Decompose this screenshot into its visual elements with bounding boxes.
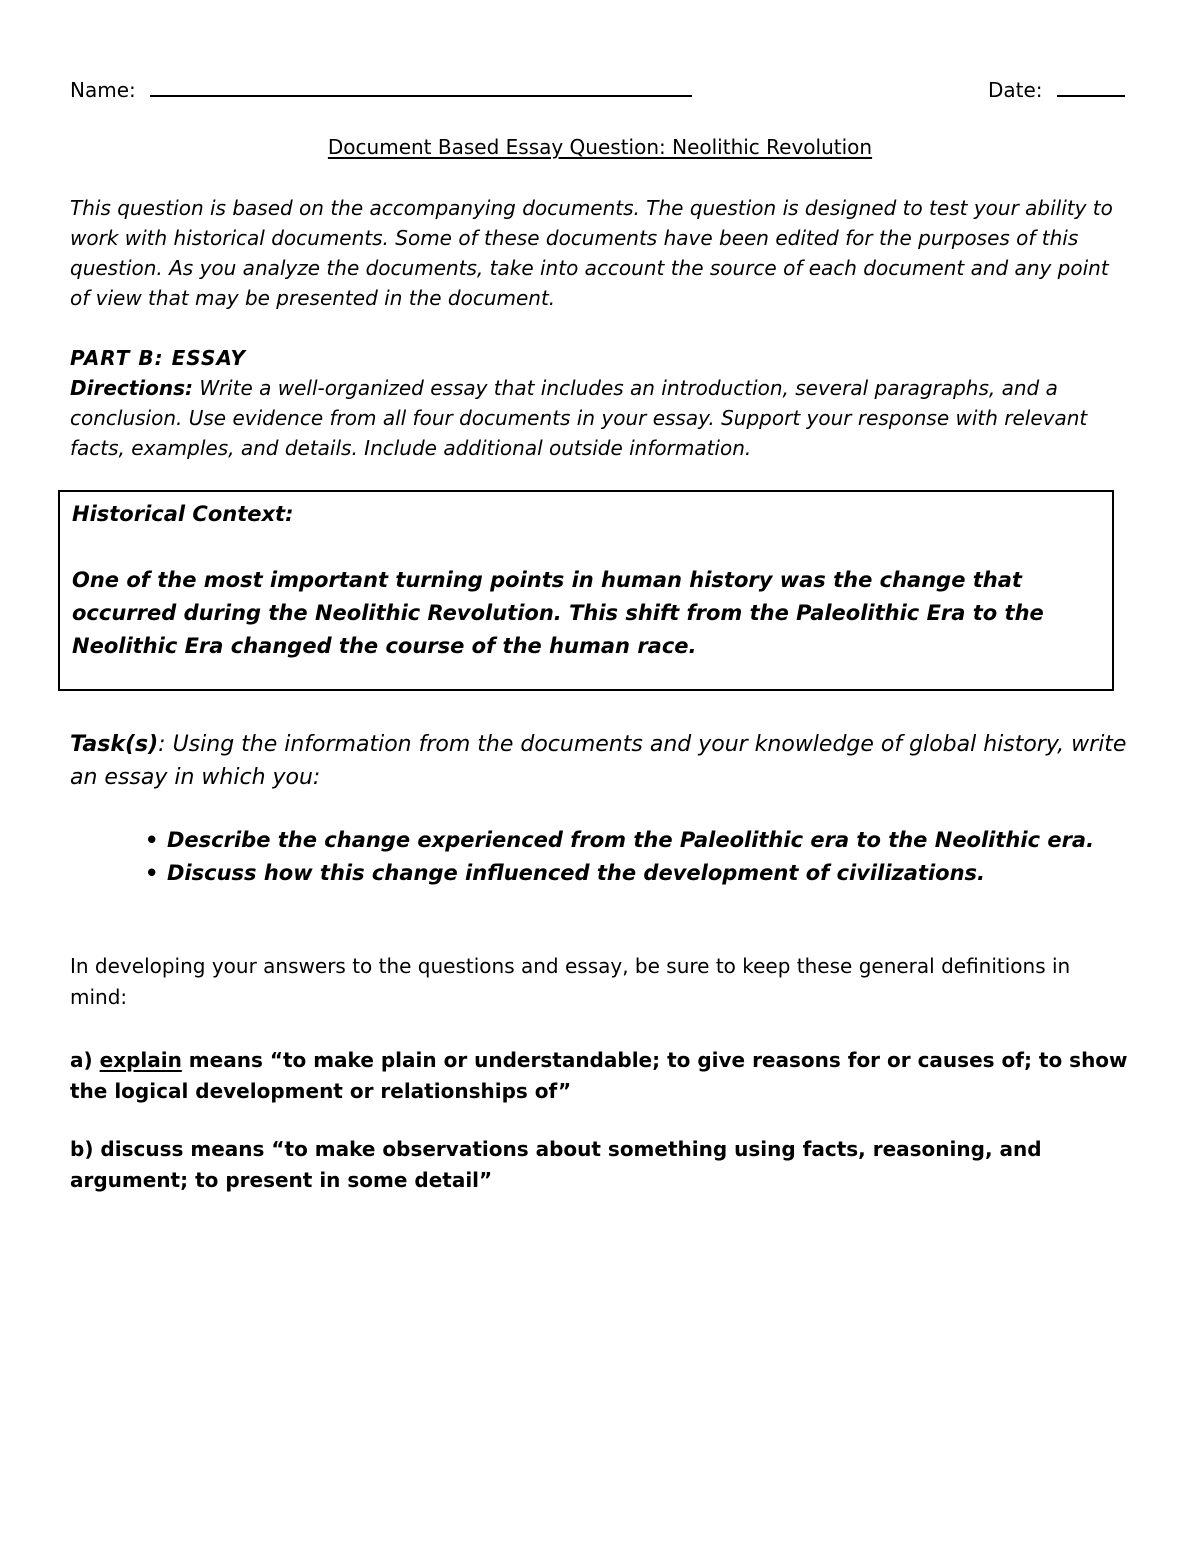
- title-text: Document Based Essay Question: Neolithic Revolution: [327, 135, 873, 159]
- directions-paragraph: [70, 373, 1130, 463]
- task-bullet-text: Describe the change experienced from the Paleolithic era to the Neolithic era.: [167, 828, 1095, 852]
- task-text: : Using the information from the documents and your knowledge of global history, write an essay in which you:: [70, 732, 1127, 790]
- definition-text: means “to make plain or understandable; to give reasons for or causes of; to show the logical development or relationships of”: [70, 1048, 1128, 1103]
- task-paragraph: [70, 728, 1130, 794]
- name-blank-line[interactable]: [150, 75, 692, 97]
- part-b-heading: PART B: ESSAY: [70, 346, 247, 370]
- definition-explain: [70, 1045, 1130, 1107]
- intro-paragraph: This question is based on the accompanying documents. The question is designed to test your ability to work with historical documents. Some of these documents have been edited for the purposes of this question. As you analyze the documents, take into account the source of each document and any point of view that may be presented in the document.: [70, 196, 1113, 310]
- directions-label: Directions:: [70, 376, 194, 400]
- name-row: [70, 75, 692, 102]
- definitions-intro: In developing your answers to the questions and essay, be sure to keep these general definitions in mind:: [70, 954, 1071, 1009]
- task-bullet-item: [145, 857, 1145, 890]
- definition-term: explain: [99, 1048, 182, 1072]
- task-bullet-list: [145, 824, 1145, 890]
- task-bullet-item: [145, 824, 1145, 857]
- part-b-section: [70, 343, 1130, 463]
- definition-prefix: a): [70, 1048, 100, 1072]
- date-row: [988, 75, 1125, 102]
- bullet-icon: •: [145, 828, 159, 852]
- document-title: [0, 134, 1200, 160]
- definition-term: discuss: [100, 1137, 184, 1161]
- context-body: One of the most important turning points in human history was the change that occurred during the Neolithic Revolution. This shift from the Paleolithic Era to the Neolithic Era changed the course of the human race.: [72, 568, 1044, 658]
- definition-discuss: [70, 1134, 1130, 1196]
- task-bullet-text: Discuss how this change influenced the development of civilizations.: [167, 861, 986, 885]
- date-blank-line[interactable]: [1057, 75, 1125, 97]
- task-label: Task(s): [70, 732, 159, 757]
- name-label: Name:: [70, 78, 136, 102]
- historical-context-box: [58, 490, 1114, 691]
- definition-text: means “to make observations about something using facts, reasoning, and argument; to present in some detail”: [70, 1137, 1042, 1192]
- bullet-icon: •: [145, 861, 159, 885]
- context-heading: Historical Context:: [72, 502, 294, 526]
- directions-text: Write a well-organized essay that includes an introduction, several paragraphs, and a conclusion. Use evidence from all four documents in your essay. Support your response with relevant facts, examples, and details. Include additional outside information.: [70, 376, 1088, 460]
- date-label: Date:: [988, 78, 1043, 102]
- definition-prefix: b): [70, 1137, 101, 1161]
